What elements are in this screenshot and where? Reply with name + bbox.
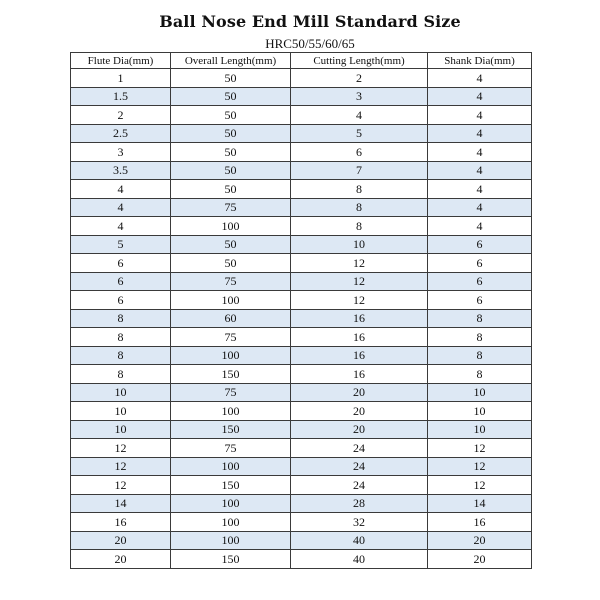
table-row xyxy=(71,254,532,273)
cell-cutting-length: 5 xyxy=(291,124,428,143)
cell-overall-length: 50 xyxy=(171,143,291,162)
cell-flute-dia: 4 xyxy=(71,217,171,236)
cell-overall-length: 75 xyxy=(171,439,291,458)
table-row xyxy=(71,124,532,143)
cell-shank-dia: 14 xyxy=(428,494,532,513)
cell-overall-length: 50 xyxy=(171,180,291,199)
table-row xyxy=(71,328,532,347)
cell-cutting-length: 8 xyxy=(291,217,428,236)
document-title: Ball Nose End Mill Standard Size xyxy=(159,12,461,31)
table-row xyxy=(71,365,532,384)
cell-flute-dia: 14 xyxy=(71,494,171,513)
cell-shank-dia: 20 xyxy=(428,550,532,569)
cell-cutting-length: 12 xyxy=(291,254,428,273)
table-row xyxy=(71,217,532,236)
cell-overall-length: 150 xyxy=(171,365,291,384)
cell-overall-length: 100 xyxy=(171,217,291,236)
table-header xyxy=(71,53,532,69)
cell-cutting-length: 16 xyxy=(291,328,428,347)
cell-flute-dia: 8 xyxy=(71,309,171,328)
cell-flute-dia: 8 xyxy=(71,346,171,365)
document-subtitle: HRC50/55/60/65 xyxy=(265,36,355,51)
table-body xyxy=(71,69,532,569)
cell-flute-dia: 6 xyxy=(71,272,171,291)
cell-cutting-length: 40 xyxy=(291,531,428,550)
cell-shank-dia: 6 xyxy=(428,291,532,310)
header-cutting-length: Cutting Length(mm) xyxy=(291,53,428,69)
cell-flute-dia: 10 xyxy=(71,402,171,421)
table-row xyxy=(71,383,532,402)
table-row xyxy=(71,291,532,310)
cell-overall-length: 75 xyxy=(171,383,291,402)
table-row xyxy=(71,531,532,550)
cell-shank-dia: 4 xyxy=(428,161,532,180)
cell-cutting-length: 24 xyxy=(291,476,428,495)
cell-overall-length: 150 xyxy=(171,476,291,495)
cell-flute-dia: 16 xyxy=(71,513,171,532)
cell-shank-dia: 4 xyxy=(428,143,532,162)
cell-flute-dia: 10 xyxy=(71,420,171,439)
table-row xyxy=(71,161,532,180)
cell-flute-dia: 1 xyxy=(71,69,171,88)
table-row xyxy=(71,420,532,439)
cell-flute-dia: 3.5 xyxy=(71,161,171,180)
cell-overall-length: 100 xyxy=(171,494,291,513)
table-row xyxy=(71,402,532,421)
cell-flute-dia: 4 xyxy=(71,180,171,199)
cell-cutting-length: 20 xyxy=(291,402,428,421)
cell-cutting-length: 40 xyxy=(291,550,428,569)
cell-flute-dia: 10 xyxy=(71,383,171,402)
cell-overall-length: 60 xyxy=(171,309,291,328)
cell-shank-dia: 4 xyxy=(428,124,532,143)
cell-shank-dia: 4 xyxy=(428,198,532,217)
cell-flute-dia: 6 xyxy=(71,291,171,310)
cell-cutting-length: 24 xyxy=(291,439,428,458)
table-row xyxy=(71,476,532,495)
cell-shank-dia: 8 xyxy=(428,346,532,365)
cell-overall-length: 100 xyxy=(171,531,291,550)
cell-overall-length: 50 xyxy=(171,161,291,180)
cell-shank-dia: 4 xyxy=(428,217,532,236)
cell-cutting-length: 3 xyxy=(291,87,428,106)
cell-cutting-length: 8 xyxy=(291,180,428,199)
cell-flute-dia: 5 xyxy=(71,235,171,254)
cell-shank-dia: 4 xyxy=(428,87,532,106)
cell-flute-dia: 8 xyxy=(71,365,171,384)
cell-flute-dia: 8 xyxy=(71,328,171,347)
cell-cutting-length: 10 xyxy=(291,235,428,254)
cell-cutting-length: 24 xyxy=(291,457,428,476)
cell-overall-length: 100 xyxy=(171,513,291,532)
cell-shank-dia: 10 xyxy=(428,383,532,402)
cell-shank-dia: 16 xyxy=(428,513,532,532)
table-row xyxy=(71,513,532,532)
cell-flute-dia: 6 xyxy=(71,254,171,273)
cell-cutting-length: 16 xyxy=(291,365,428,384)
table-row xyxy=(71,272,532,291)
cell-flute-dia: 12 xyxy=(71,457,171,476)
cell-overall-length: 50 xyxy=(171,106,291,125)
cell-cutting-length: 20 xyxy=(291,383,428,402)
cell-overall-length: 75 xyxy=(171,198,291,217)
cell-shank-dia: 8 xyxy=(428,328,532,347)
cell-overall-length: 100 xyxy=(171,402,291,421)
cell-shank-dia: 4 xyxy=(428,106,532,125)
cell-shank-dia: 20 xyxy=(428,531,532,550)
cell-cutting-length: 12 xyxy=(291,272,428,291)
header-row xyxy=(71,53,532,69)
cell-flute-dia: 4 xyxy=(71,198,171,217)
cell-overall-length: 150 xyxy=(171,550,291,569)
table-row xyxy=(71,87,532,106)
header-flute-dia: Flute Dia(mm) xyxy=(71,53,171,69)
cell-overall-length: 100 xyxy=(171,291,291,310)
cell-cutting-length: 7 xyxy=(291,161,428,180)
cell-cutting-length: 2 xyxy=(291,69,428,88)
cell-flute-dia: 20 xyxy=(71,531,171,550)
table-row xyxy=(71,143,532,162)
cell-cutting-length: 4 xyxy=(291,106,428,125)
cell-cutting-length: 20 xyxy=(291,420,428,439)
cell-overall-length: 75 xyxy=(171,272,291,291)
cell-overall-length: 50 xyxy=(171,124,291,143)
table-row xyxy=(71,309,532,328)
table-row xyxy=(71,346,532,365)
table-row xyxy=(71,69,532,88)
cell-cutting-length: 16 xyxy=(291,309,428,328)
table-row xyxy=(71,235,532,254)
cell-cutting-length: 32 xyxy=(291,513,428,532)
cell-overall-length: 50 xyxy=(171,87,291,106)
cell-flute-dia: 20 xyxy=(71,550,171,569)
table-row xyxy=(71,494,532,513)
cell-flute-dia: 12 xyxy=(71,476,171,495)
cell-shank-dia: 10 xyxy=(428,420,532,439)
cell-overall-length: 100 xyxy=(171,346,291,365)
cell-overall-length: 50 xyxy=(171,254,291,273)
cell-shank-dia: 6 xyxy=(428,235,532,254)
cell-shank-dia: 12 xyxy=(428,439,532,458)
table-row xyxy=(71,180,532,199)
table-row xyxy=(71,457,532,476)
cell-overall-length: 75 xyxy=(171,328,291,347)
cell-overall-length: 100 xyxy=(171,457,291,476)
cell-shank-dia: 4 xyxy=(428,180,532,199)
cell-flute-dia: 3 xyxy=(71,143,171,162)
table-row xyxy=(71,198,532,217)
cell-overall-length: 150 xyxy=(171,420,291,439)
cell-shank-dia: 10 xyxy=(428,402,532,421)
cell-cutting-length: 12 xyxy=(291,291,428,310)
cell-shank-dia: 8 xyxy=(428,309,532,328)
table-row xyxy=(71,439,532,458)
cell-flute-dia: 1.5 xyxy=(71,87,171,106)
header-shank-dia: Shank Dia(mm) xyxy=(428,53,532,69)
cell-cutting-length: 6 xyxy=(291,143,428,162)
cell-cutting-length: 28 xyxy=(291,494,428,513)
cell-shank-dia: 12 xyxy=(428,457,532,476)
size-table xyxy=(70,52,532,569)
cell-shank-dia: 6 xyxy=(428,272,532,291)
cell-flute-dia: 2.5 xyxy=(71,124,171,143)
cell-overall-length: 50 xyxy=(171,235,291,254)
table-row xyxy=(71,106,532,125)
cell-cutting-length: 16 xyxy=(291,346,428,365)
cell-cutting-length: 8 xyxy=(291,198,428,217)
cell-flute-dia: 2 xyxy=(71,106,171,125)
cell-flute-dia: 12 xyxy=(71,439,171,458)
cell-shank-dia: 8 xyxy=(428,365,532,384)
cell-shank-dia: 4 xyxy=(428,69,532,88)
cell-shank-dia: 12 xyxy=(428,476,532,495)
header-overall-length: Overall Length(mm) xyxy=(171,53,291,69)
cell-overall-length: 50 xyxy=(171,69,291,88)
cell-shank-dia: 6 xyxy=(428,254,532,273)
table-row xyxy=(71,550,532,569)
